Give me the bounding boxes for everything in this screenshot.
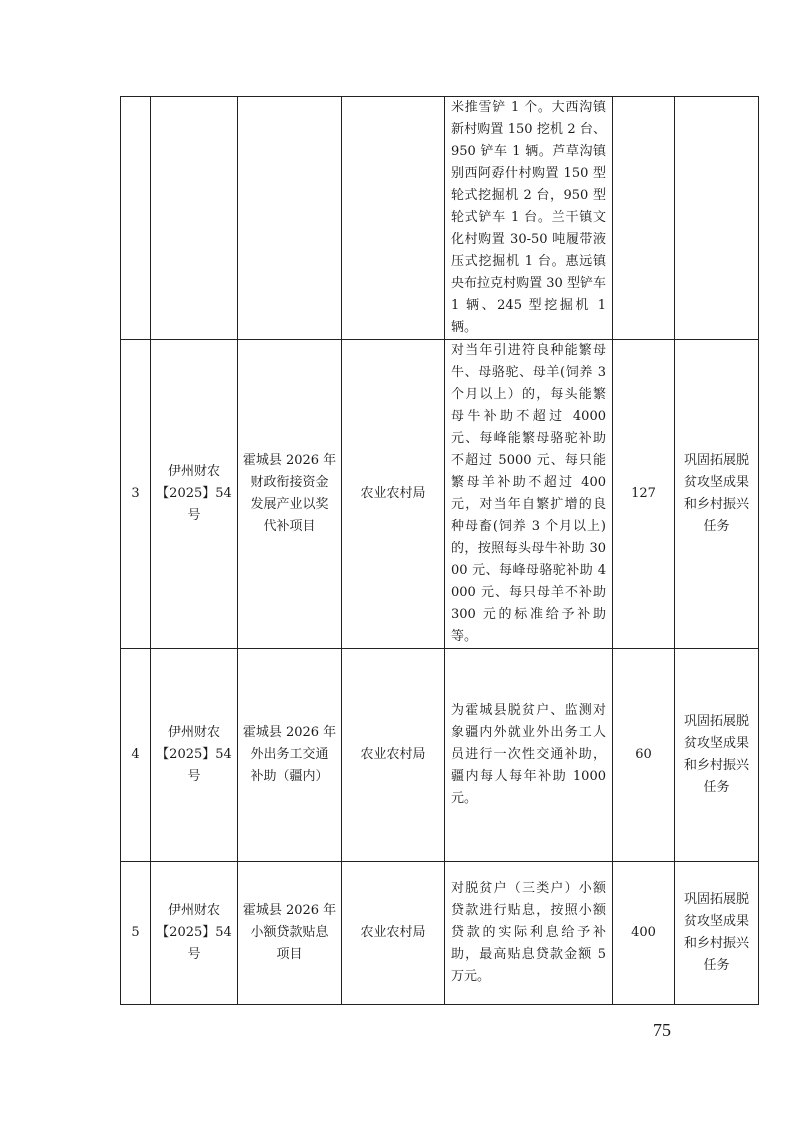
cell-department: 农业农村局 <box>342 862 445 1005</box>
cell-amount <box>613 97 675 340</box>
cell-doc-number <box>151 97 238 340</box>
cell-task: 巩固拓展脱 贫攻坚成果 和乡村振兴 任务 <box>675 862 759 1005</box>
cell-amount: 60 <box>613 649 675 862</box>
cell-department <box>342 97 445 340</box>
funding-project-table <box>120 96 759 1005</box>
page-number: 75 <box>653 1020 671 1040</box>
cell-project-name: 霍城县 2026 年 财政衔接资金 发展产业以奖 代补项目 <box>238 340 342 649</box>
cell-no: 4 <box>121 649 151 862</box>
cell-no <box>121 97 151 340</box>
cell-project-content: 对脱贫户（三类户）小额贷款进行贴息，按照小额贷款的实际利息给予补助，最高贴息贷款金额 5 万元。 <box>445 862 613 1005</box>
cell-project-content: 米推雪铲 1 个。大西沟镇新村购置 150 挖机 2 台、950 铲车 1 辆。芦草沟镇别西阿孬什村购置 150 型轮式挖掘机 2 台，950 型轮式铲车 1 台。兰干镇文化村购置 30-50 吨履带液压式挖掘机 1 台。惠远镇央布拉克村购置 30 型铲车 1 辆、245 型挖掘机 1 辆。 <box>445 97 613 340</box>
cell-doc-number: 伊州财农 【2025】54 号 <box>151 340 238 649</box>
cell-doc-number: 伊州财农 【2025】54 号 <box>151 862 238 1005</box>
cell-task <box>675 97 759 340</box>
cell-amount: 400 <box>613 862 675 1005</box>
cell-project-content: 对当年引进符良种能繁母牛、母骆驼、母羊(饲养 3 个月以上）的，每头能繁母牛补助不超过 4000 元、每峰能繁母骆驼补助不超过 5000 元、每只能繁母羊补助不超过 400 元，对当年自繁扩增的良种母畜(饲养 3 个月以上)的，按照每头母牛补助 3000 元、每峰母骆驼补助 4000 元、每只母羊不补助 300 元的标准给予补助等。 <box>445 340 613 649</box>
cell-project-name <box>238 97 342 340</box>
cell-no: 5 <box>121 862 151 1005</box>
table-row-continuation <box>121 97 759 340</box>
table-row-4 <box>121 649 759 862</box>
cell-task: 巩固拓展脱 贫攻坚成果 和乡村振兴 任务 <box>675 649 759 862</box>
cell-task: 巩固拓展脱 贫攻坚成果 和乡村振兴 任务 <box>675 340 759 649</box>
table-row-5 <box>121 862 759 1005</box>
cell-project-content: 为霍城县脱贫户、监测对象疆内外就业外出务工人员进行一次性交通补助，疆内每人每年补助 1000 元。 <box>445 649 613 862</box>
cell-doc-number: 伊州财农 【2025】54 号 <box>151 649 238 862</box>
cell-department: 农业农村局 <box>342 649 445 862</box>
cell-department: 农业农村局 <box>342 340 445 649</box>
cell-no: 3 <box>121 340 151 649</box>
table-row-3 <box>121 340 759 649</box>
cell-amount: 127 <box>613 340 675 649</box>
cell-project-name: 霍城县 2026 年 外出务工交通 补助（疆内） <box>238 649 342 862</box>
cell-project-name: 霍城县 2026 年 小额贷款贴息 项目 <box>238 862 342 1005</box>
